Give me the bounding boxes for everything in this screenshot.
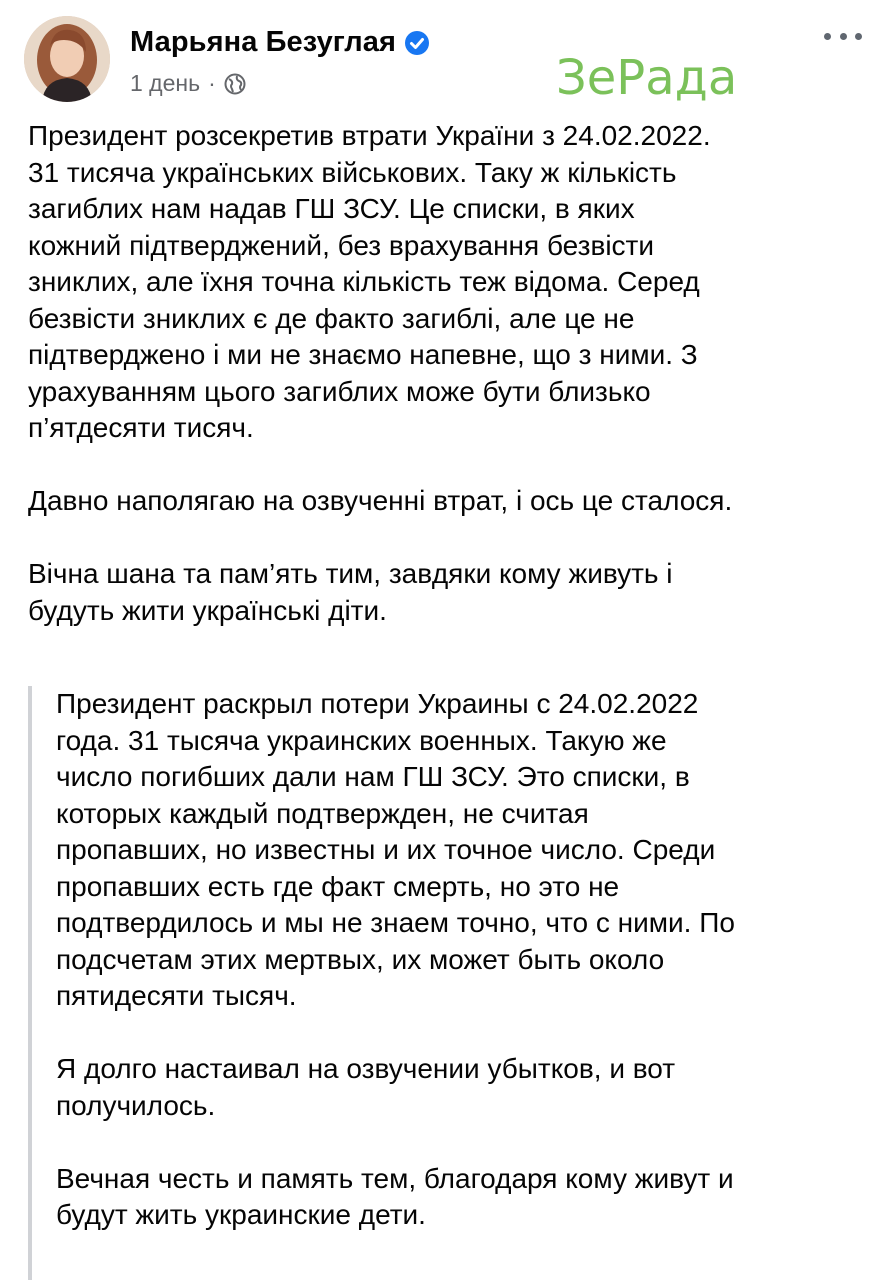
translation-block <box>28 686 872 1280</box>
more-options-icon[interactable] <box>824 26 862 46</box>
author-name[interactable]: Марьяна Безуглая <box>130 26 397 58</box>
meta-separator: · <box>208 70 216 96</box>
author-row <box>130 26 430 59</box>
verified-badge-icon <box>404 30 430 56</box>
dot-icon <box>840 33 847 40</box>
post-text-russian-translation: Президент раскрыл потери Украины с 24.02.2022 года. 31 тысяча украинских военных. Такую же число погибших дали нам ГШ ЗСУ. Это списки, в которых каждый подтвержден, не считая пропавших, но известны и их точное число. Среди пропавших есть где факт смерть, но это не подтвердилось и мы не знаем точно, что с ними. По подсчетам этих мертвых, их может быть около пятидесяти тысяч. Я долго настаивал на озвучении убытков, и вот получилось. Вечная честь и память тем, благодаря кому живут и будут жить украинские дети. <box>56 688 735 1230</box>
avatar-photo <box>24 16 110 102</box>
watermark: ЗеРада <box>556 50 738 106</box>
globe-icon <box>224 73 246 95</box>
post-header <box>0 0 888 120</box>
dot-icon <box>824 33 831 40</box>
post-time[interactable]: 1 день <box>130 70 201 96</box>
post-meta <box>130 70 246 97</box>
dot-icon <box>855 33 862 40</box>
post-text-ukrainian: Президент розсекретив втрати України з 24.02.2022. 31 тисяча українських військових. Таку ж кількість загиблих нам надав ГШ ЗСУ. Це списки, в яких кожний підтверджений, без врахування безвісти зниклих, але їхня точна кількість теж відома. Серед безвісти зниклих є де факто загиблі, але це не підтверджено і ми не знаємо напевне, що з ними. З урахуванням цього загиблих може бути близько п’ятдесяти тисяч. Давно наполягаю на озвученні втрат, і ось це сталося. Вічна шана та пам’ять тим, завдяки кому живуть і будуть жити українські діти. <box>28 120 733 626</box>
avatar[interactable] <box>24 16 110 102</box>
